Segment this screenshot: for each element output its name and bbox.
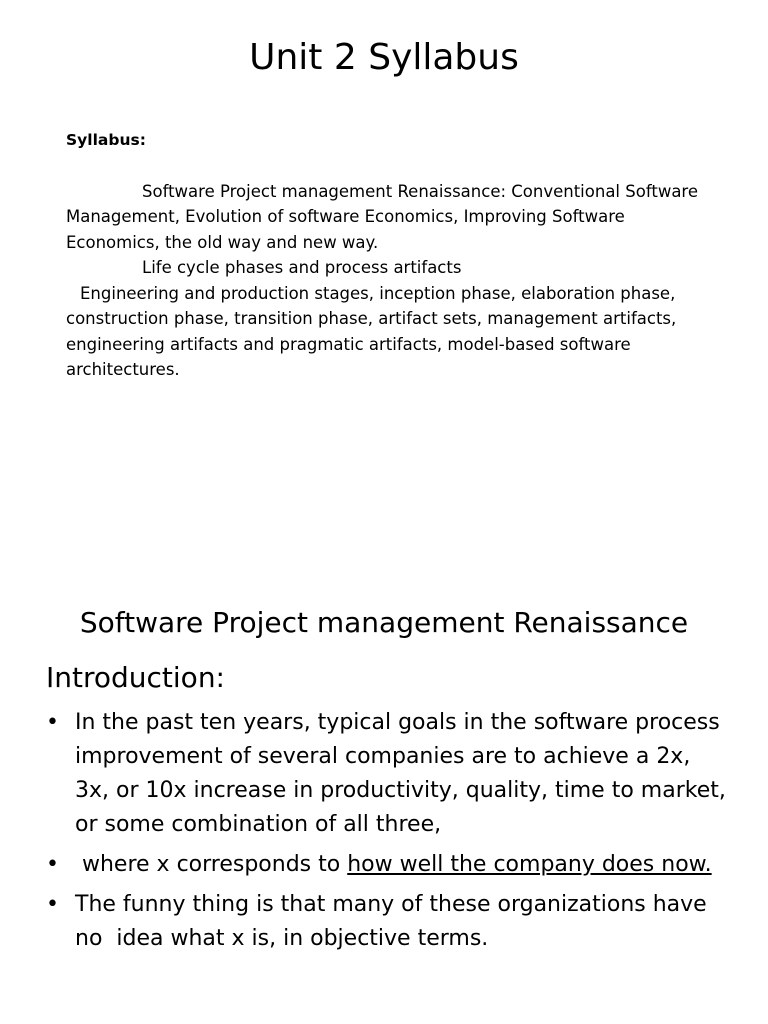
bullet-dot-icon: • bbox=[46, 710, 59, 735]
bullet-text bbox=[75, 852, 712, 877]
syllabus-paragraph-stages: Engineering and production stages, inception phase, elaboration phase, construction phase, transition phase, artifact sets, management artifacts, engineering artifacts and pragmatic artifacts, model-based software architectures. bbox=[66, 283, 677, 379]
bullet-text-prefix: where x corresponds to bbox=[75, 852, 348, 877]
slide-renaissance-introduction bbox=[0, 512, 768, 1024]
underlined-phrase: how well the company does now. bbox=[347, 852, 712, 877]
bullet-item-goals bbox=[46, 706, 726, 842]
syllabus-text-box bbox=[66, 128, 706, 383]
bullet-dot-icon: • bbox=[46, 892, 59, 917]
slide-title: Unit 2 Syllabus bbox=[249, 37, 519, 78]
syllabus-heading: Syllabus: bbox=[66, 131, 146, 149]
bullet-dot-icon: • bbox=[46, 852, 59, 877]
introduction-heading: Introduction: bbox=[46, 661, 225, 694]
syllabus-paragraph-life-cycle: Life cycle phases and process artifacts bbox=[142, 258, 462, 277]
bullet-text: The funny thing is that many of these organizations have no idea what x is, in objective terms. bbox=[75, 892, 714, 951]
bullet-item-funny-thing bbox=[46, 888, 726, 956]
bullet-text: In the past ten years, typical goals in the software process improvement of several companies are to achieve a 2x, 3x, or 10x increase in productivity, quality, time to market, or some combination of all three, bbox=[75, 710, 726, 837]
bullet-list bbox=[46, 706, 726, 962]
syllabus-paragraph-renaissance: Software Project management Renaissance: Conventional Software Management, Evolution of software Economics, Improving Software Economics, the old way and new way. bbox=[66, 181, 698, 252]
slide-title: Software Project management Renaissance bbox=[79, 606, 689, 639]
bullet-item-x-definition bbox=[46, 848, 726, 882]
